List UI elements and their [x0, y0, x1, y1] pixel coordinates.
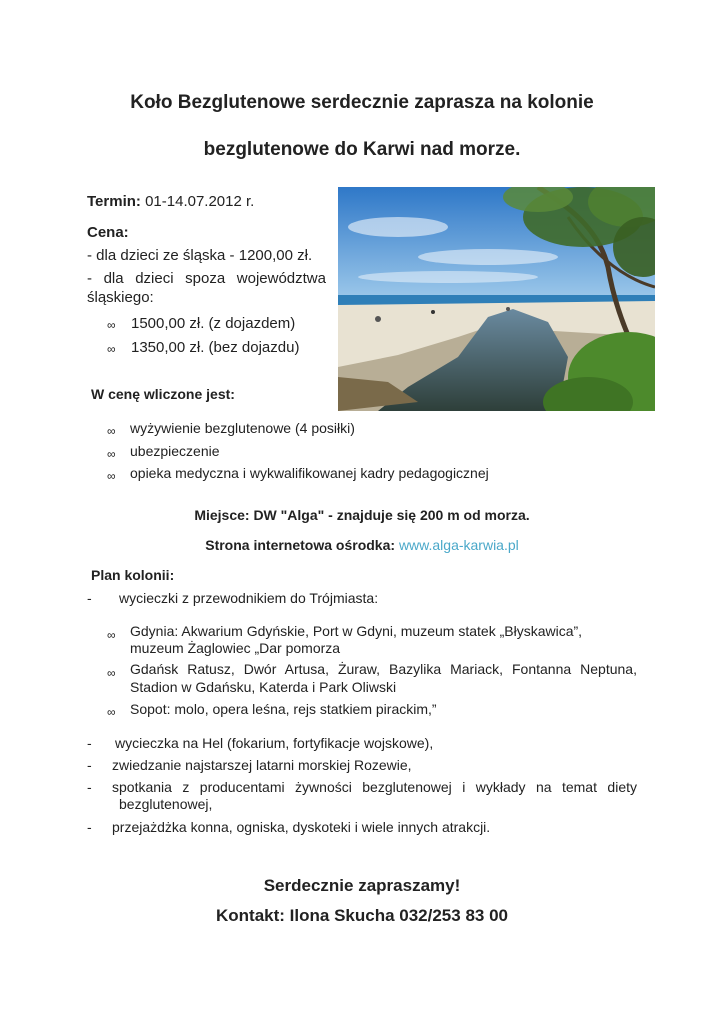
website-label: Strona internetowa ośrodka: [205, 537, 396, 553]
website-line [0, 537, 724, 553]
plan-gdansk-line-2: Stadion w Gdańsku, Katerda i Park Oliwski [130, 679, 397, 695]
infinity-bullet-icon: ∞ [107, 318, 116, 332]
infinity-bullet-icon: ∞ [107, 342, 116, 356]
infinity-bullet-icon: ∞ [107, 447, 116, 461]
plan-meet-line-1: spotkania z producentami żywności bezglutenowej i wykłady na temat diety [112, 779, 637, 795]
cena-line-2b: śląskiego: [87, 289, 154, 306]
infinity-bullet-icon: ∞ [107, 424, 116, 438]
beach-photo [338, 187, 655, 411]
included-item-1: wyżywienie bezglutenowe (4 posiłki) [130, 420, 355, 436]
termin-value: 01-14.07.2012 r. [145, 193, 255, 210]
cena-line-1: - dla dzieci ze śląska - 1200,00 zł. [87, 247, 313, 264]
plan-trip-intro: wycieczki z przewodnikiem do Trójmiasta: [119, 590, 379, 606]
included-heading: W cenę wliczone jest: [91, 386, 235, 402]
dash-marker: - [87, 779, 92, 795]
termin-label: Termin: [87, 193, 141, 210]
included-item-3: opieka medyczna i wykwalifikowanej kadry pedagogicznej [130, 465, 489, 481]
included-item-2: ubezpieczenie [130, 443, 220, 459]
plan-heading: Plan kolonii: [91, 567, 175, 583]
dash-marker: - [87, 757, 92, 773]
infinity-bullet-icon: ∞ [107, 469, 116, 483]
plan-sopot: Sopot: molo, opera leśna, rejs statkiem pirackim,” [130, 701, 437, 717]
price-option-2: 1350,00 zł. (bez dojazdu) [131, 339, 300, 356]
infinity-bullet-icon: ∞ [107, 628, 116, 642]
dash-marker: - [87, 590, 92, 606]
plan-hel: wycieczka na Hel (fokarium, fortyfikacje wojskowe), [115, 735, 434, 751]
cena-label: Cena: [87, 224, 129, 241]
price-option-1: 1500,00 zł. (z dojazdem) [131, 315, 296, 332]
infinity-bullet-icon: ∞ [107, 705, 116, 719]
plan-gdynia-line-1: Gdynia: Akwarium Gdyńskie, Port w Gdyni, muzeum statek „Błyskawica”, [130, 623, 583, 639]
plan-gdynia-line-2: muzeum Żaglowiec „Dar pomorza [130, 640, 341, 656]
closing-line: Serdecznie zapraszamy! [263, 876, 461, 895]
plan-ride: przejażdżka konna, ogniska, dyskoteki i wiele innych atrakcji. [112, 819, 491, 835]
cena-line-2a: - dla dzieci spoza województwa [87, 270, 326, 287]
plan-rozewie: zwiedzanie najstarszej latarni morskiej Rozewie, [112, 757, 412, 773]
place-line: Miejsce: DW "Alga" - znajduje się 200 m od morza. [194, 507, 530, 523]
contact-line: Kontakt: Ilona Skucha 032/253 83 00 [216, 906, 508, 925]
plan-gdansk-line-1: Gdańsk Ratusz, Dwór Artusa, Żuraw, Bazylika Mariack, Fontanna Neptuna, [130, 661, 637, 677]
title-line-1: Koło Bezglutenowe serdecznie zaprasza na kolonie [130, 92, 594, 113]
dash-marker: - [87, 819, 92, 835]
website-link[interactable]: www.alga-karwia.pl [398, 537, 519, 553]
plan-meet-line-2: bezglutenowej, [119, 796, 213, 812]
title-line-2: bezglutenowe do Karwi nad morze. [203, 139, 521, 160]
infinity-bullet-icon: ∞ [107, 666, 116, 680]
dash-marker: - [87, 735, 92, 751]
termin-line [87, 193, 254, 210]
